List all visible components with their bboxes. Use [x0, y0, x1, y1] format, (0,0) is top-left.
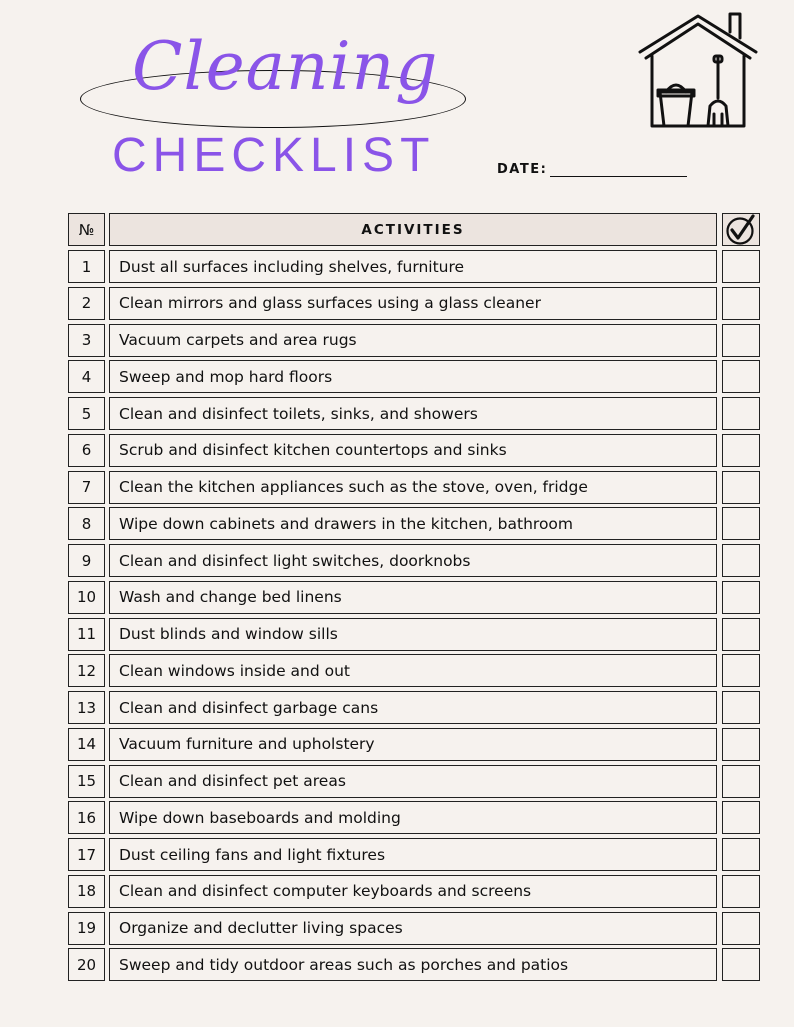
title-script: Cleaning [132, 28, 439, 105]
row-checkbox[interactable] [722, 875, 760, 908]
row-number: 12 [68, 654, 105, 687]
row-checkbox[interactable] [722, 654, 760, 687]
row-activity: Clean and disinfect computer keyboards and screens [109, 875, 717, 908]
row-activity: Clean and disinfect pet areas [109, 765, 717, 798]
row-number: 5 [68, 397, 105, 430]
row-number: 11 [68, 618, 105, 651]
row-number: 13 [68, 691, 105, 724]
row-activity: Wipe down cabinets and drawers in the kitchen, bathroom [109, 507, 717, 540]
house-cleaning-icon [634, 10, 762, 130]
row-activity: Organize and declutter living spaces [109, 912, 717, 945]
row-checkbox[interactable] [722, 250, 760, 283]
row-number: 2 [68, 287, 105, 320]
header-activities: ACTIVITIES [109, 213, 717, 246]
row-checkbox[interactable] [722, 765, 760, 798]
row-checkbox[interactable] [722, 544, 760, 577]
row-checkbox[interactable] [722, 691, 760, 724]
row-activity: Dust blinds and window sills [109, 618, 717, 651]
row-activity: Clean and disinfect light switches, doorknobs [109, 544, 717, 577]
header-check [722, 213, 760, 246]
row-number: 6 [68, 434, 105, 467]
row-number: 4 [68, 360, 105, 393]
row-number: 16 [68, 801, 105, 834]
row-checkbox[interactable] [722, 507, 760, 540]
row-number: 14 [68, 728, 105, 761]
row-activity: Clean the kitchen appliances such as the stove, oven, fridge [109, 471, 717, 504]
row-checkbox[interactable] [722, 948, 760, 981]
row-activity: Vacuum furniture and upholstery [109, 728, 717, 761]
row-checkbox[interactable] [722, 360, 760, 393]
row-activity: Dust all surfaces including shelves, furniture [109, 250, 717, 283]
row-number: 19 [68, 912, 105, 945]
row-number: 3 [68, 324, 105, 357]
date-label: DATE: [497, 162, 548, 177]
row-checkbox[interactable] [722, 324, 760, 357]
row-number: 1 [68, 250, 105, 283]
row-activity: Scrub and disinfect kitchen countertops and sinks [109, 434, 717, 467]
row-activity: Clean windows inside and out [109, 654, 717, 687]
row-number: 7 [68, 471, 105, 504]
row-activity: Sweep and tidy outdoor areas such as porches and patios [109, 948, 717, 981]
row-checkbox[interactable] [722, 434, 760, 467]
row-activity: Clean and disinfect garbage cans [109, 691, 717, 724]
row-activity: Wash and change bed linens [109, 581, 717, 614]
row-number: 17 [68, 838, 105, 871]
row-checkbox[interactable] [722, 471, 760, 504]
row-activity: Wipe down baseboards and molding [109, 801, 717, 834]
page-title: CHECKLIST [112, 129, 436, 182]
row-checkbox[interactable] [722, 287, 760, 320]
row-checkbox[interactable] [722, 618, 760, 651]
row-checkbox[interactable] [722, 397, 760, 430]
row-checkbox[interactable] [722, 581, 760, 614]
row-activity: Clean and disinfect toilets, sinks, and showers [109, 397, 717, 430]
row-activity: Sweep and mop hard floors [109, 360, 717, 393]
row-checkbox[interactable] [722, 912, 760, 945]
row-checkbox[interactable] [722, 838, 760, 871]
row-number: 8 [68, 507, 105, 540]
row-number: 15 [68, 765, 105, 798]
row-number: 10 [68, 581, 105, 614]
header-number: № [68, 213, 105, 246]
row-number: 9 [68, 544, 105, 577]
date-field[interactable] [550, 176, 687, 177]
row-number: 18 [68, 875, 105, 908]
row-checkbox[interactable] [722, 728, 760, 761]
row-number: 20 [68, 948, 105, 981]
row-activity: Clean mirrors and glass surfaces using a glass cleaner [109, 287, 717, 320]
row-checkbox[interactable] [722, 801, 760, 834]
row-activity: Vacuum carpets and area rugs [109, 324, 717, 357]
check-circle-icon [725, 214, 757, 246]
row-activity: Dust ceiling fans and light fixtures [109, 838, 717, 871]
